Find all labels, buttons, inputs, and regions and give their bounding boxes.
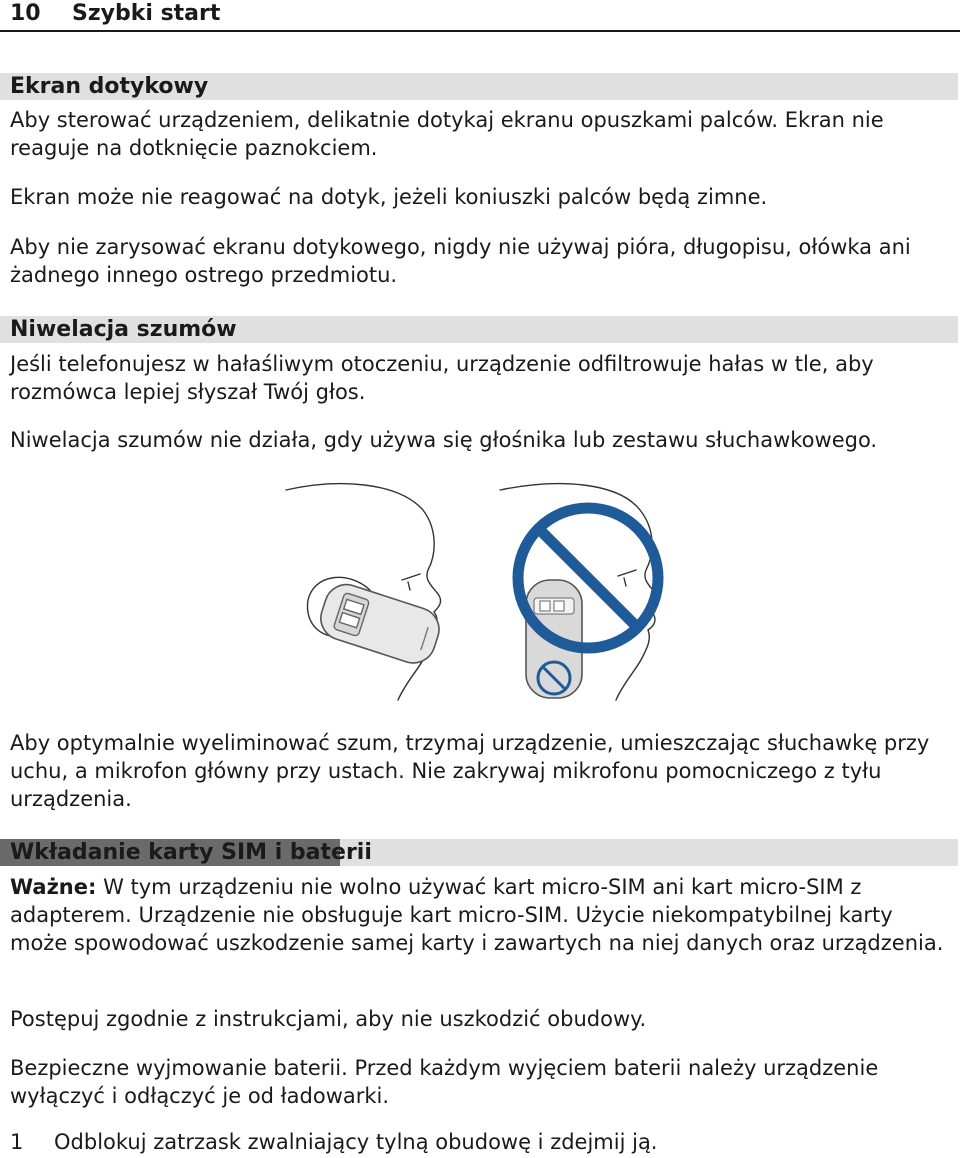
section-title-sim: Wkładanie karty SIM i baterii	[10, 840, 372, 865]
important-text: W tym urządzeniu nie wolno używać kart micro-SIM ani kart micro-SIM z adapterem. Urządzenie nie obsługuje kart micro-SIM. Użycie niekompatybilnej karty może spowodować uszkodzenie samej karty i zawartych na niej danych oraz urządzenia.	[10, 875, 944, 955]
important-note	[10, 873, 955, 957]
chapter-title: Szybki start	[72, 1, 221, 26]
paragraph: Aby nie zarysować ekranu dotykowego, nigdy nie używaj pióra, długopisu, ołówka ani żadnego innego ostrego przedmiotu.	[10, 235, 911, 287]
page-number: 10	[10, 1, 41, 26]
section-bar-sim	[340, 839, 958, 866]
running-header	[0, 0, 960, 32]
paragraph: Aby optymalnie wyeliminować szum, trzymaj urządzenie, umieszczając słuchawkę przy uchu, a mikrofon główny przy ustach. Nie zakrywaj mikrofonu pomocniczego z tyłu urządzenia.	[10, 731, 930, 811]
step-text: Odblokuj zatrzask zwalniający tylną obudowę i zdejmij ją.	[54, 1130, 658, 1154]
section-title-touch: Ekran dotykowy	[10, 74, 209, 99]
paragraph: Bezpieczne wyjmowanie baterii. Przed każdym wyjęciem baterii należy urządzenie wyłączyć i odłączyć je od ładowarki.	[10, 1056, 879, 1108]
noise-cancellation-figure	[278, 470, 960, 705]
phone-covered-mic-prohibited-icon	[500, 484, 659, 700]
phone-held-correctly-icon	[286, 484, 445, 700]
paragraph: Postępuj zgodnie z instrukcjami, aby nie uszkodzić obudowy.	[10, 1007, 647, 1031]
paragraph: Ekran może nie reagować na dotyk, jeżeli koniuszki palców będą zimne.	[10, 185, 768, 209]
paragraph: Niwelacja szumów nie działa, gdy używa się głośnika lub zestawu słuchawkowego.	[10, 428, 878, 452]
step-item	[10, 1128, 955, 1156]
paragraph: Jeśli telefonujesz w hałaśliwym otoczeniu, urządzenie odfiltrowuje hałas w tle, aby rozmówca lepiej słyszał Twój głos.	[10, 352, 874, 404]
section-title-noise: Niwelacja szumów	[10, 317, 237, 342]
paragraph: Aby sterować urządzeniem, delikatnie dotykaj ekranu opuszkami palców. Ekran nie reaguje na dotknięcie paznokciem.	[10, 108, 884, 160]
step-number: 1	[10, 1130, 24, 1154]
important-label: Ważne:	[10, 875, 97, 899]
